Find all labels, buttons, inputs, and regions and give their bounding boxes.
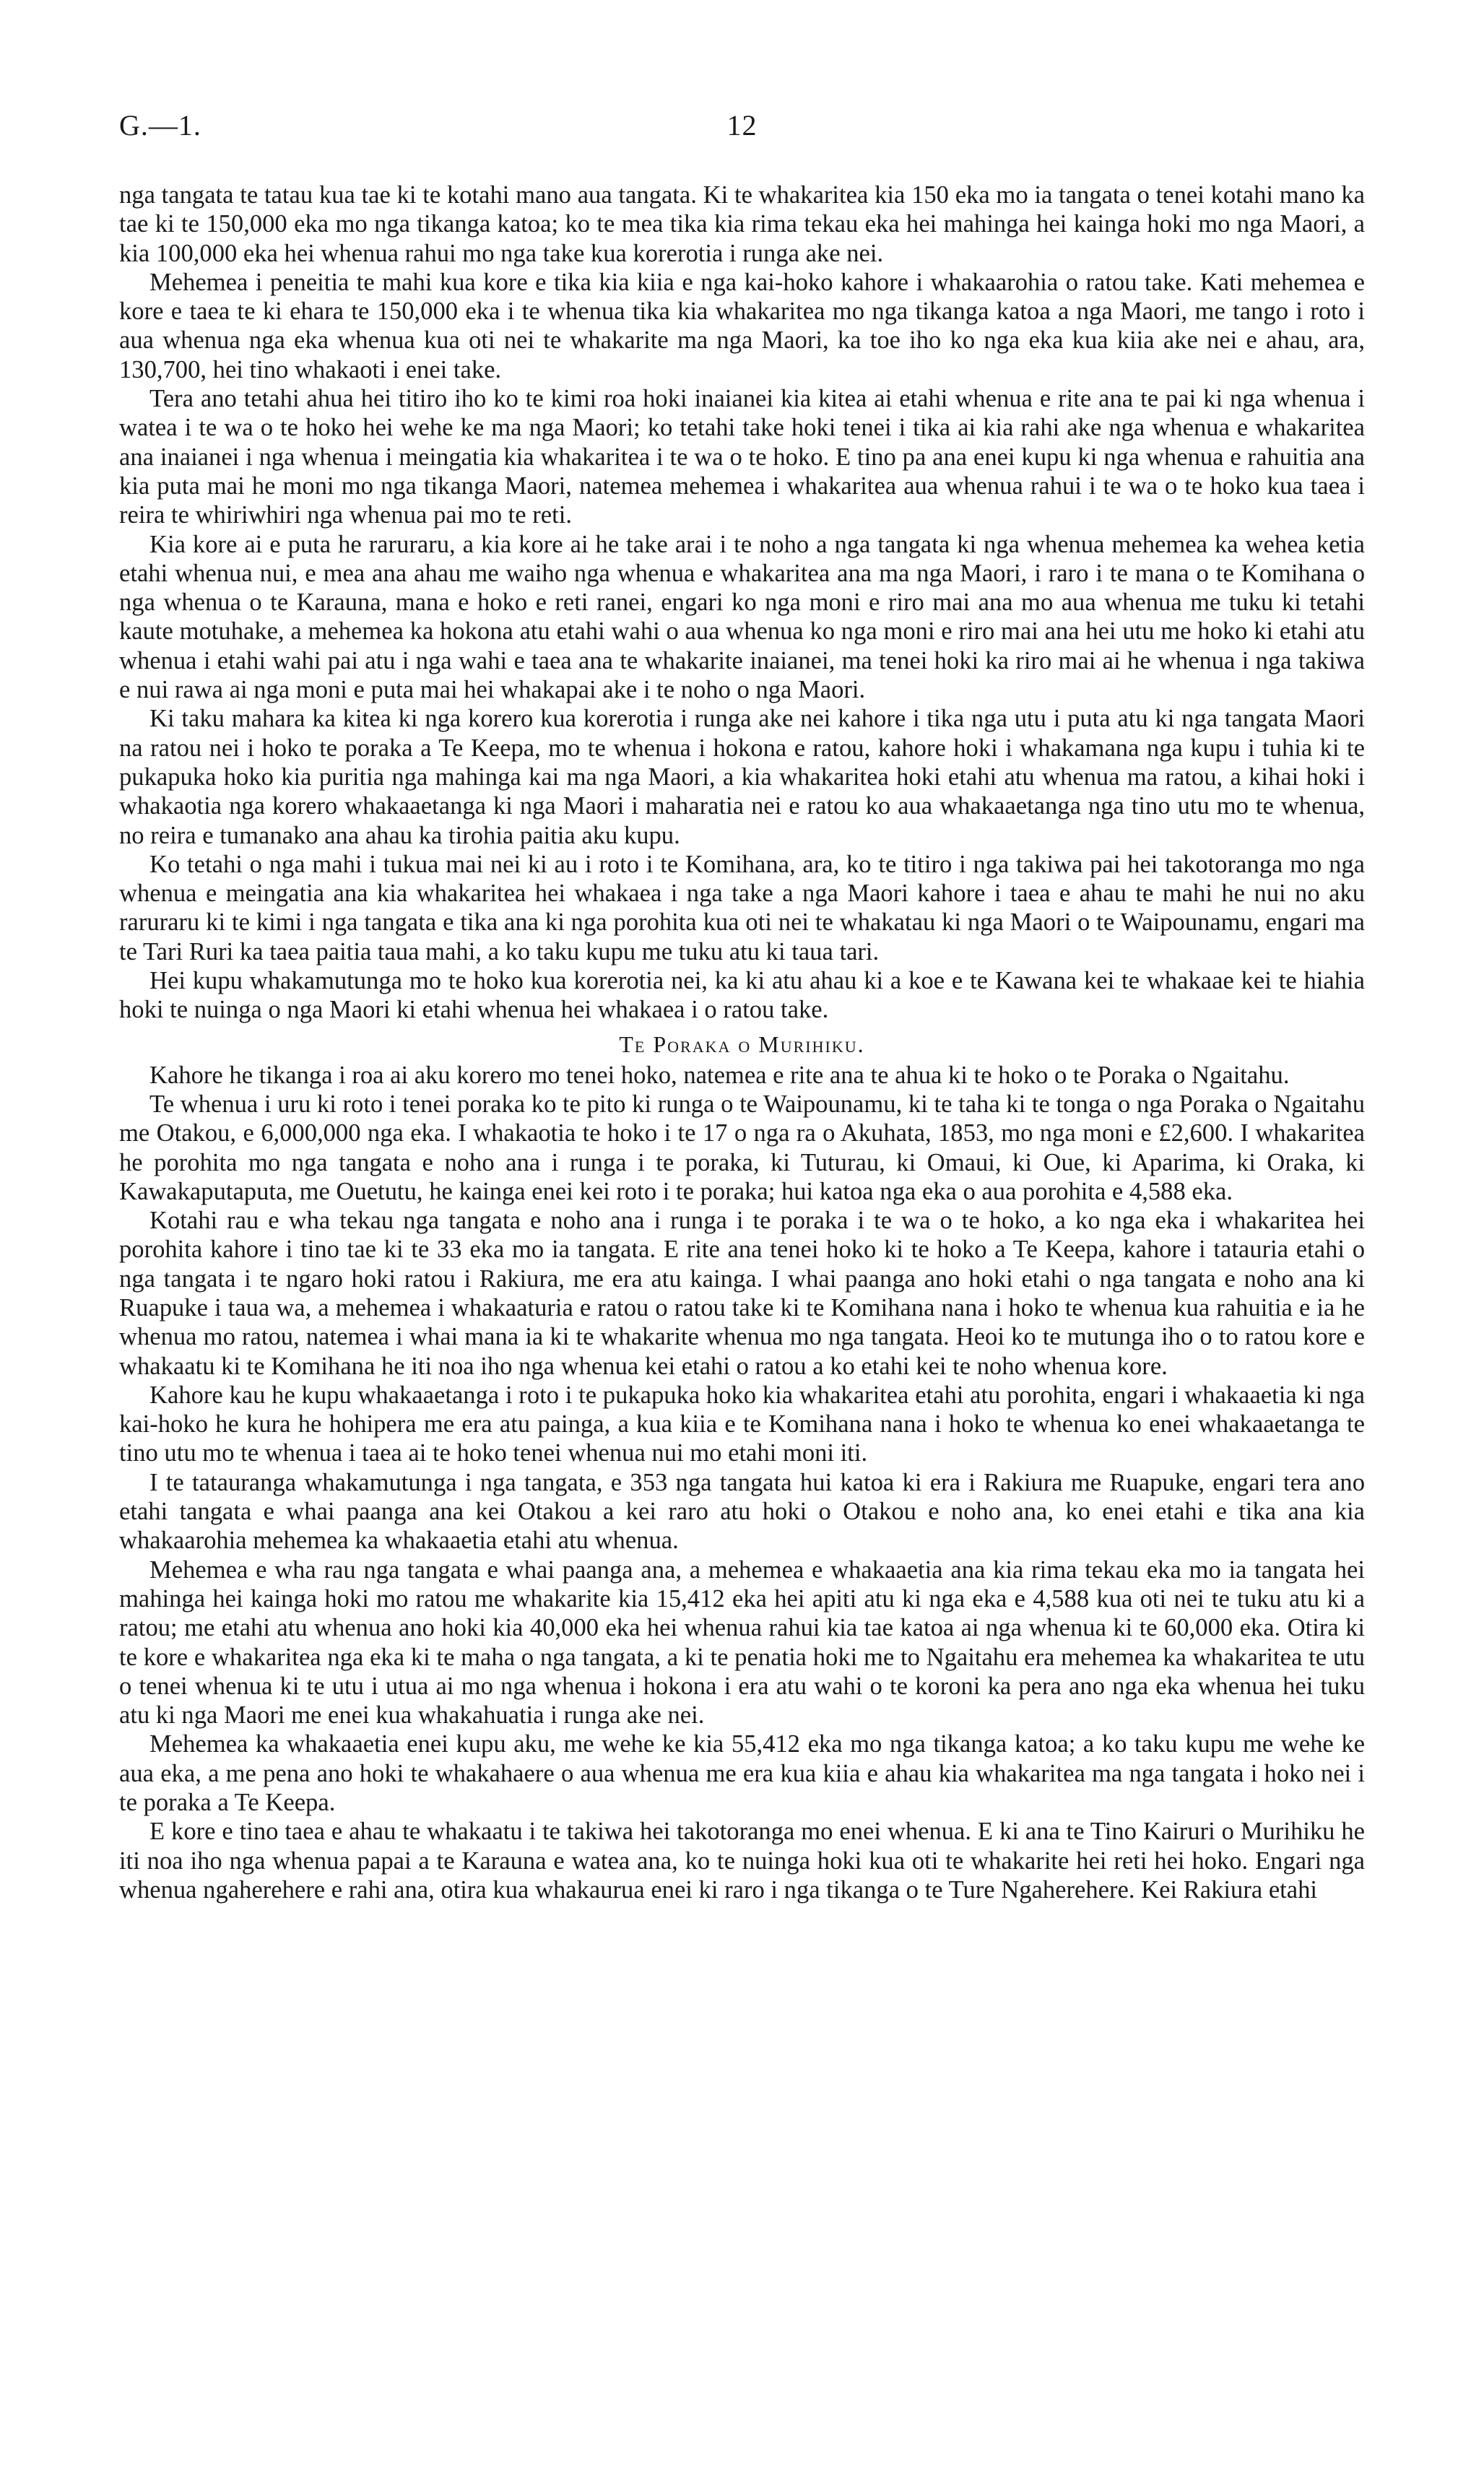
paragraph: Kahore he tikanga i roa ai aku korero mo tenei hoko, natemea e rite ana te ahua ki te hoko o te Poraka o Ngaitahu. bbox=[149, 1061, 1290, 1089]
running-header bbox=[119, 108, 1365, 144]
paragraph: nga tangata te tatau kua tae ki te kotahi mano aua tangata. Ki te whakaritea kia 150 eka mo ia tangata o tenei kotahi mano ka tae ki te 150,000 eka mo nga tikanga katoa; ko te mea tika kia rima tekau eka hei mahinga hei kainga hoki mo nga Maori, a kia 100,000 eka hei whenua rahui mo nga take kua korerotia i runga ake nei. bbox=[119, 181, 1365, 267]
paragraph: Ko tetahi o nga mahi i tukua mai nei ki au i roto i te Komihana, ara, ko te titiro i nga takiwa pai hei takotoranga mo nga whenua e meingatia ana kia whakaritea hei whakaea i nga take a nga Maori kahore i taea e ahau te mahi he nui no aku raruraru ki te kimi i nga tangata e tika ana ki nga porohita kua oti nei te whakatau ki nga Maori o te Waipounamu, engari ma te Tari Ruri ka taea paitia taua mahi, a ko taku kupu me tuku atu ki taua tari. bbox=[119, 850, 1365, 966]
page-number: 12 bbox=[726, 109, 758, 142]
paragraph: I te tatauranga whakamutunga i nga tangata, e 353 nga tangata hui katoa ki era i Rakiura me Ruapuke, engari tera ano etahi tangata e whai paanga ana kei Otakou a kei raro atu hoki o Otakou e noho ana, ko enei etahi e tika ana kia whakaarohia mehemea ka whakaaetia etahi atu whenua. bbox=[119, 1468, 1365, 1555]
series-label: G.—1. bbox=[119, 109, 201, 142]
paragraph: E kore e tino taea e ahau te whakaatu i te takiwa hei takotoranga mo enei whenua. E ki ana te Tino Kairuri o Murihiku he iti noa iho nga whenua papai a te Karauna e watea ana, ko te nuinga hoki kua oti te whakarite hei reti hei hoko. Engari nga whenua ngaherehere e rahi ana, otira kua whakaurua enei ki raro i nga tikanga o te Ture Ngaherehere. Kei Rakiura etahi bbox=[119, 1818, 1365, 1904]
section-heading: Te Poraka o Murihiku. bbox=[619, 1030, 865, 1057]
paragraph: Tera ano tetahi ahua hei titiro iho ko te kimi roa hoki inaianei kia kitea ai etahi whenua e rite ana te pai ki nga whenua i watea i te wa o te hoko hei wehe ke ma nga Maori; ko tetahi take hoki tenei i tika ai kia rahi ake nga whenua e whakaritea ana inaianei i nga whenua i meingatia kia whakaritea i te wa o te hoko. E tino pa ana enei kupu ki nga whenua e rahuitia ana kia puta mai he moni mo nga tikanga Maori, natemea mehemea i whakaritea aua whenua rahui i te wa o te hoko kua taea i reira te whiriwhiri nga whenua pai mo te reti. bbox=[119, 385, 1365, 529]
paragraph: Mehemea ka whakaaetia enei kupu aku, me wehe ke kia 55,412 eka mo nga tikanga katoa; a ko taku kupu me wehe ke aua eka, a me pena ano hoki te whakahaere o aua whenua me era kua kiia e ahau kia whakaritea ma nga tangata i hoko nei i te poraka a Te Keepa. bbox=[119, 1730, 1365, 1817]
body-text bbox=[119, 181, 1365, 1904]
paragraph: Mehemea e wha rau nga tangata e whai paanga ana, a mehemea e whakaaetia ana kia rima tekau eka mo ia tangata hei mahinga hei kainga hoki mo ratou me whakarite kia 15,412 eka hei apiti atu ki nga eka e 4,588 kua oti nei te tuku atu ki a ratou; me etahi atu whenua ano hoki kia 40,000 eka hei whenua rahui kia tae katoa ai nga whenua ki te 60,000 eka. Otira ki te kore e whakaritea nga eka ki te maha o nga tangata, a ki te penatia hoki me to Ngaitahu era mehemea ka whakaritea te utu o tenei whenua ki te utu i utua ai mo nga whenua i hokona i era atu wahi o te koroni ka pera ano nga eka whenua hei tuku atu ki nga Maori me enei kua whakahuatia i runga ake nei. bbox=[119, 1555, 1365, 1730]
paragraph: Kotahi rau e wha tekau nga tangata e noho ana i runga i te poraka i te wa o te hoko, a ko nga eka i whakaritea hei porohita kahore i tino tae ki te 33 eka mo ia tangata. E rite ana tenei hoko ki te hoko a Te Keepa, kahore i tatauria etahi o nga tangata i te ngaro hoki ratou i Rakiura, me era atu kainga. I whai paanga ano hoki etahi o nga tangata e noho ana ki Ruapuke i taua wa, a mehemea i whakaaturia e ratou o ratou take ki te Komihana nana i hoko te whenua kua rahuitia e ia he whenua mo ratou, natemea i whai mana ia ki te whakarite whenua mo nga tangata. Heoi ko te mutunga iho o to ratou kore e whakaatu ki te Komihana he iti noa iho nga whenua kei etahi o ratou a ko etahi kei te noho whenua kore. bbox=[119, 1207, 1365, 1380]
paragraph: Kia kore ai e puta he raruraru, a kia kore ai he take arai i te noho a nga tangata ki nga whenua mehemea ka wehea ketia etahi whenua nui, e mea ana ahau me waiho nga whenua e whakaritea ana ma nga Maori, i raro i te mana o te Komihana o nga whenua o te Karauna, mana e hoko e reti ranei, engari ko nga moni e riro mai ana mo aua whenua me tuku ki tetahi kaute motuhake, a mehemea ka hokona atu etahi wahi o aua whenua ko nga moni e riro mai ana hei utu me hoko ki etahi atu whenua i etahi wahi pai atu i nga wahi e taea ana te whakarite inaianei, ma tenei hoki ka riro mai ai he whenua i nga takiwa e nui rawa ai nga moni e puta mai hei whakapai ake i te noho o nga Maori. bbox=[119, 530, 1365, 704]
paragraph: Mehemea i peneitia te mahi kua kore e tika kia kiia e nga kai-hoko kahore i whakaarohia o ratou take. Kati mehemea e kore e taea te ki ehara te 150,000 eka i te whenua tika kia whakaritea mo nga tikanga katoa a nga Maori, me tango i roto i aua whenua nga eka whenua kua oti nei te whakarite ma nga Maori, ka toe iho ko nga eka kua kiia ake nei e ahau, ara, 130,700, hei tino whakaoti i enei take. bbox=[119, 268, 1365, 383]
paragraph: Kahore kau he kupu whakaaetanga i roto i te pukapuka hoko kia whakaritea etahi atu porohita, engari i whakaaetia ki nga kai-hoko he kura he hohipera me era atu painga, a kua kiia e te Komihana nana i hoko te whenua ko enei whakaaetanga te tino utu mo te whenua i taea ai te hoko tenei whenua nui mo etahi moni iti. bbox=[119, 1381, 1365, 1467]
paragraph: Te whenua i uru ki roto i tenei poraka ko te pito ki runga o te Waipounamu, ki te taha ki te tonga o nga Poraka o Ngaitahu me Otakou, e 6,000,000 nga eka. I whakaotia te hoko i te 17 o nga ra o Akuhata, 1853, mo nga moni e £2,600. I whakaritea he porohita mo nga tangata e noho ana i runga i te poraka, ki Tuturau, ki Omaui, ki Oue, ki Aparima, ki Oraka, ki Kawakaputaputa, me Ouetutu, he kainga enei kei roto i te poraka; hui katoa nga eka o aua porohita e 4,588 eka. bbox=[119, 1090, 1365, 1205]
paragraph: Ki taku mahara ka kitea ki nga korero kua korerotia i runga ake nei kahore i tika nga utu i puta atu ki nga tangata Maori na ratou nei i hoko te poraka a Te Keepa, mo te whenua i hokona e ratou, kahore hoki i whakamana nga kupu i tuhia ki te pukapuka hoko kia puritia nga mahinga kai ma nga Maori, a kia whakaritea hoki etahi atu whenua ma ratou, a kihai hoki i whakaotia nga korero whakaaetanga ki nga Maori i maharatia nei e ratou ko aua whakaaetanga nga tino utu mo te whenua, no reira e tumanako ana ahau ka tirohia paitia aku kupu. bbox=[119, 705, 1365, 849]
paragraph: Hei kupu whakamutunga mo te hoko kua korerotia nei, ka ki atu ahau ki a koe e te Kawana kei te whakaae kei te hiahia hoki te nuinga o nga Maori ki etahi whenua hei whakaea i o ratou take. bbox=[119, 967, 1365, 1024]
